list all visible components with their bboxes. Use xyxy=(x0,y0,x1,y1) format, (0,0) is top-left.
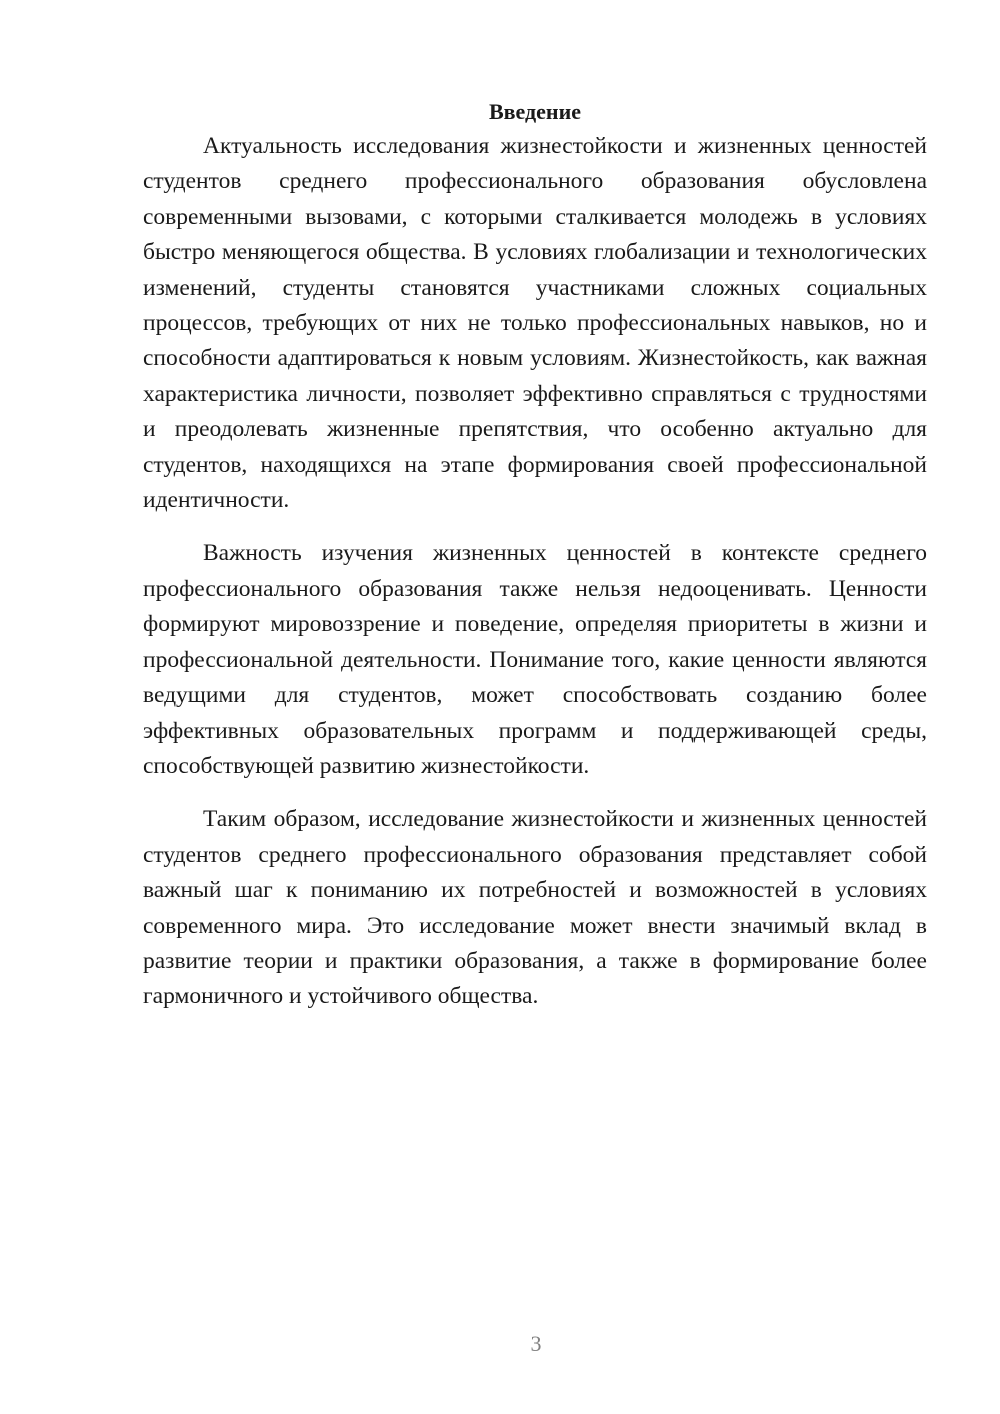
paragraph-conclusion: Таким образом, исследование жизнестойкости и жизненных ценностей студентов среднего профессионального образования представляет собой важный шаг к пониманию их потребностей и возможностей в условиях современного мира. Это исследование может внести значимый вклад в развитие теории и практики образования, а также в формирование более гармоничного и устойчивого общества. xyxy=(143,806,927,1010)
page-content xyxy=(143,94,927,1015)
section-title: Введение xyxy=(488,99,582,124)
paragraph-relevance: Актуальность исследования жизнестойкости и жизненных ценностей студентов среднего профессионального образования обусловлена современными вызовами, с которыми сталкивается молодежь в условиях быстро меняющегося общества. В условиях глобализации и технологических изменений, студенты становятся участниками сложных социальных процессов, требующих от них не только профессиональных навыков, но и способности адаптироваться к новым условиям. Жизнестойкость, как важная характеристика личности, позволяет эффективно справляться с трудностями и преодолевать жизненные препятствия, что особенно актуально для студентов, находящихся на этапе формирования своей профессиональной идентичности. xyxy=(143,133,927,514)
page-number: 3 xyxy=(530,1331,542,1356)
paragraph-values-importance: Важность изучения жизненных ценностей в контексте среднего профессионального образования также нельзя недооценивать. Ценности формируют мировоззрение и поведение, определяя приоритеты в жизни и профессиональной деятельности. Понимание того, какие ценности являются ведущими для студентов, может способствовать созданию более эффективных образовательных программ и поддерживающей среды, способствующей развитию жизнестойкости. xyxy=(143,540,927,779)
